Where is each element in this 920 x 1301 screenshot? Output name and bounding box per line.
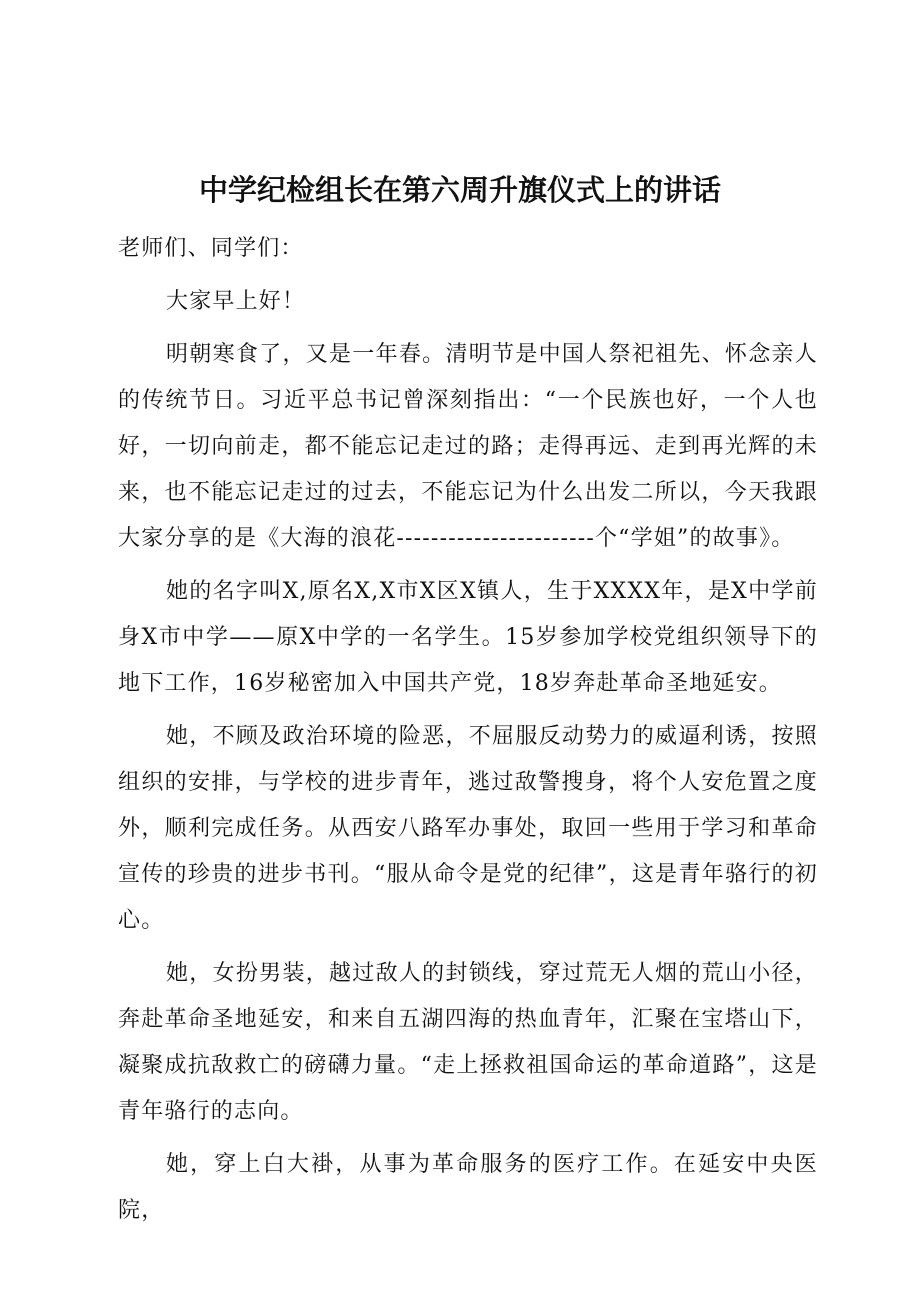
paragraph-biography: 她的名字叫X,原名X,X市X区X镇人，生于XXXX年，是X中学前身X市中学——原X中学的一名学生。15岁参加学校党组织领导下的地下工作，16岁秘密加入中国共产党，18岁奔赴革命圣地延安。 xyxy=(118,579,818,696)
salutation: 老师们、同学们： xyxy=(118,236,304,261)
paragraph-medical-work: 她，穿上白大褂，从事为革命服务的医疗工作。在延安中央医院， xyxy=(118,1152,818,1223)
paragraph-underground-work: 她，不顾及政治环境的险恶，不屈服反动势力的威逼利诱，按照组织的安排，与学校的进步青年，逃过敌警搜身，将个人安危置之度外，顺利完成任务。从西安八路军办事处，取回一些用于学习和革命宣传的珍贵的进步书刊。“服从命令是党的纪律”，这是青年骆行的初心。 xyxy=(118,724,818,933)
paragraph-greeting: 大家早上好！ xyxy=(166,289,306,314)
paragraph-qingming: 明朝寒食了，又是一年春。清明节是中国人祭祀祖先、怀念亲人的传统节日。习近平总书记曾深刻指出：“一个民族也好，一个人也好，一切向前走，都不能忘记走过的路；走得再远、走到再光辉的未来，也不能忘记走过的过去，不能忘记为什么出发二所以，今天我跟大家分享的是《大海的浪花-----------------------个“学姐”的故事》。 xyxy=(118,342,818,551)
paragraph-to-yanan: 她，女扮男装，越过敌人的封锁线，穿过荒无人烟的荒山小径，奔赴革命圣地延安，和来自五湖四海的热血青年，汇聚在宝塔山下，凝聚成抗敌救亡的磅礴力量。“走上拯救祖国命运的革命道路”，这是青年骆行的志向。 xyxy=(118,961,818,1124)
document-title: 中学纪检组长在第六周升旗仪式上的讲话 xyxy=(198,173,721,207)
document-body xyxy=(118,226,818,1241)
